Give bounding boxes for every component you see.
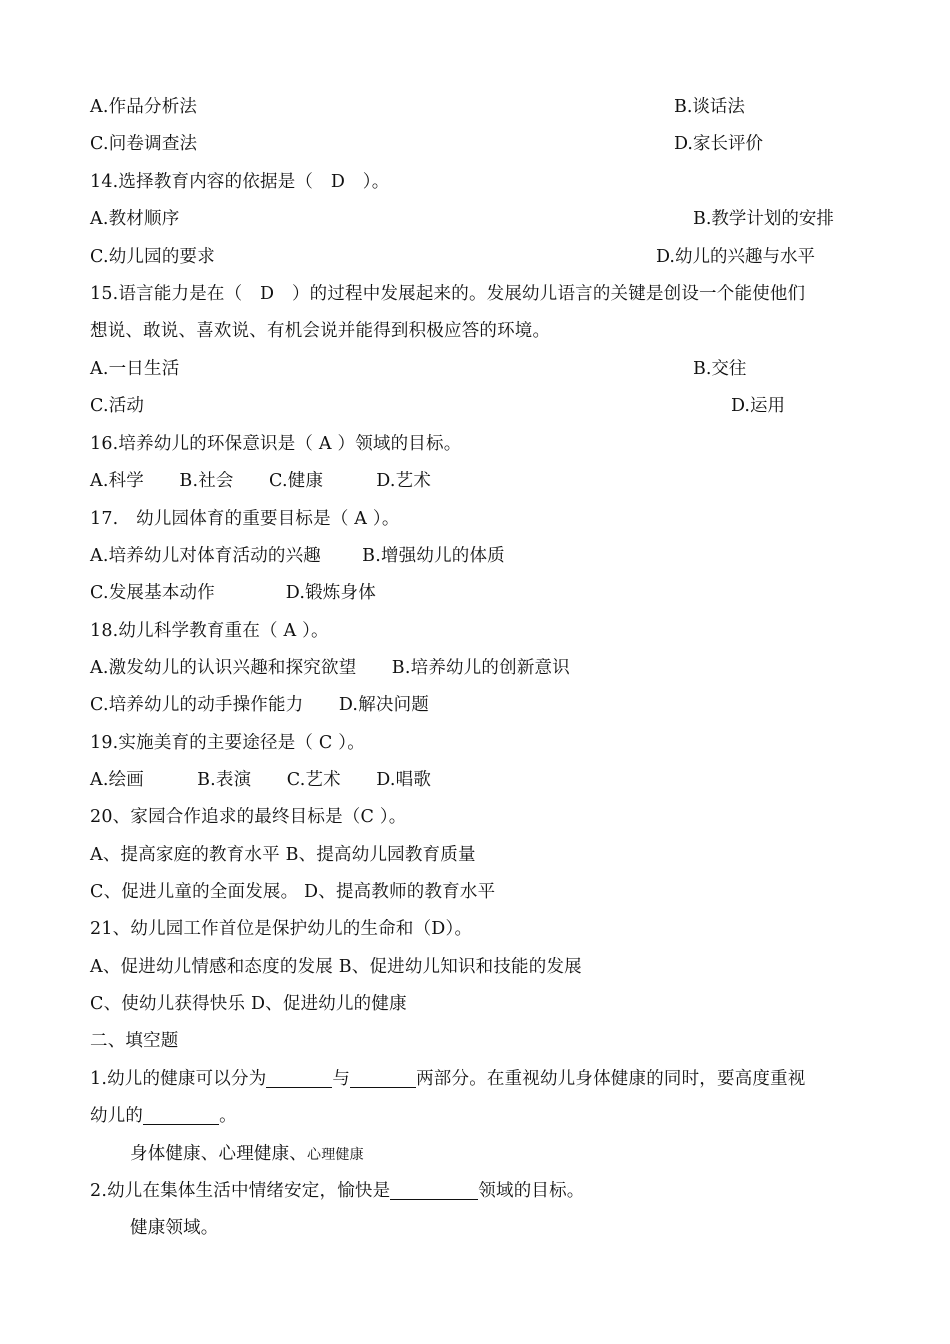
fill1-text-3: 两部分。在重视幼儿身体健康的同时，要高度重视 [416, 1069, 806, 1089]
q17-stem: 17. 幼儿园体育的重要目标是（ A ）。 [90, 509, 400, 529]
fill1-line1 [90, 1066, 806, 1092]
q21-options-ab: A、促进幼儿情感和态度的发展 B、促进幼儿知识和技能的发展 [90, 957, 582, 977]
q16-options: A.科学 B.社会 C.健康 D.艺术 [90, 471, 432, 491]
fill1-answer [130, 1141, 364, 1167]
fill2-line [90, 1178, 585, 1204]
q13-option-d: D.家长评价 [674, 134, 763, 154]
q17-options-cd: C.发展基本动作 D.锻炼身体 [90, 583, 376, 603]
fill1-blank-1 [266, 1067, 332, 1088]
q19-options: A.绘画 B.表演 C.艺术 D.唱歌 [90, 770, 432, 790]
q17-options-ab: A.培养幼儿对体育活动的兴趣 B.增强幼儿的体质 [90, 546, 505, 566]
q15-option-b: B.交往 [693, 359, 747, 379]
q18-options-ab: A.激发幼儿的认识兴趣和探究欲望 B.培养幼儿的创新意识 [90, 658, 570, 678]
fill1-text-5: 。 [219, 1106, 237, 1126]
q18-stem: 18.幼儿科学教育重在（ A ）。 [90, 621, 329, 641]
q14-option-c: C.幼儿园的要求 [90, 247, 215, 267]
q14-option-d: D.幼儿的兴趣与水平 [656, 247, 815, 267]
q13-option-b: B.谈话法 [674, 97, 745, 117]
q14-option-a: A.教材顺序 [90, 209, 180, 229]
section-heading: 二、填空题 [90, 1031, 179, 1051]
fill1-text-1: 1.幼儿的健康可以分为 [90, 1069, 267, 1089]
fill1-line2 [90, 1103, 237, 1129]
q15-stem-line1: 15.语言能力是在（ D ）的过程中发展起来的。发展幼儿语言的关键是创设一个能使他们 [90, 284, 806, 304]
q15-stem-line2: 想说、敢说、喜欢说、有机会说并能得到积极应答的环境。 [90, 321, 551, 341]
q15-option-c: C.活动 [90, 396, 145, 416]
fill1-answer-small: 心理健康 [307, 1147, 364, 1163]
q18-options-cd: C.培养幼儿的动手操作能力 D.解决问题 [90, 695, 429, 715]
q15-option-a: A.一日生活 [90, 359, 180, 379]
fill1-text-4: 幼儿的 [90, 1106, 144, 1126]
q19-stem: 19.实施美育的主要途径是（ C ）。 [90, 733, 365, 753]
fill1-blank-3 [143, 1104, 219, 1125]
fill2-text-2: 领域的目标。 [478, 1181, 585, 1201]
q14-stem: 14.选择教育内容的依据是（ D ）。 [90, 172, 390, 192]
fill2-answer: 健康领域。 [130, 1218, 219, 1238]
fill2-text-1: 2.幼儿在集体生活中情绪安定，愉快是 [90, 1181, 391, 1201]
q15-option-d: D.运用 [731, 396, 785, 416]
q13-option-c: C.问卷调查法 [90, 134, 198, 154]
fill1-text-2: 与 [332, 1069, 351, 1089]
q20-options-cd: C、促进儿童的全面发展。 D、提高教师的教育水平 [90, 882, 496, 902]
q21-options-cd: C、使幼儿获得快乐 D、促进幼儿的健康 [90, 994, 407, 1014]
fill1-answer-main: 身体健康、心理健康、 [130, 1144, 307, 1164]
q14-option-b: B.教学计划的安排 [693, 209, 834, 229]
q16-stem: 16.培养幼儿的环保意识是（ A ）领域的目标。 [90, 434, 462, 454]
q21-stem: 21、幼儿园工作首位是保护幼儿的生命和（D）。 [90, 919, 473, 939]
q20-options-ab: A、提高家庭的教育水平 B、提高幼儿园教育质量 [90, 845, 476, 865]
fill2-blank [390, 1179, 478, 1200]
q20-stem: 20、家园合作追求的最终目标是（C ）。 [90, 807, 407, 827]
q13-option-a: A.作品分析法 [90, 97, 198, 117]
fill1-blank-2 [350, 1067, 416, 1088]
